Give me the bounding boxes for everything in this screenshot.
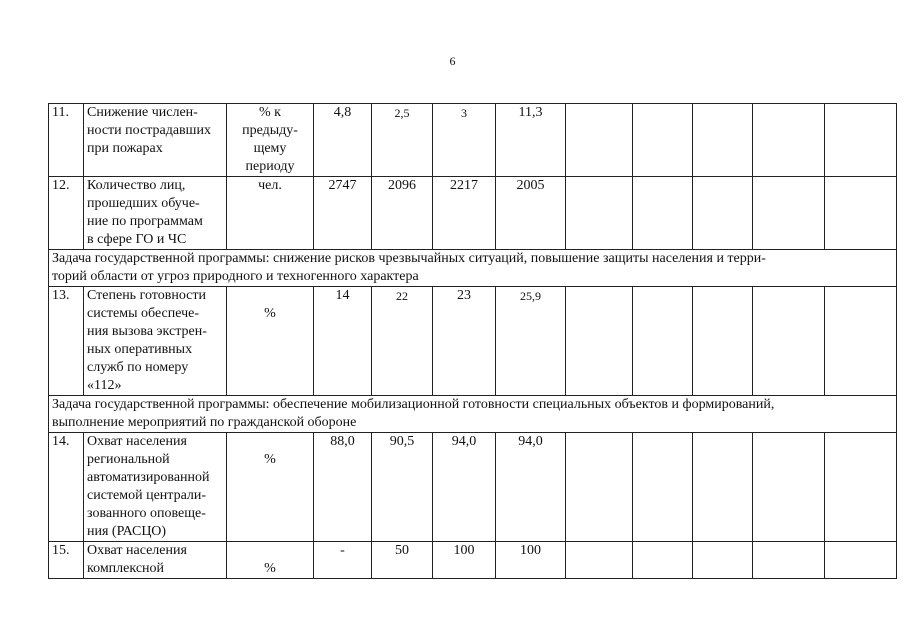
value-cell: 14 (314, 287, 372, 396)
value-cell: 94,0 (433, 433, 496, 542)
task-heading: Задача государственной программы: снижение рисков чрезвычайных ситуаций, повышение защиты населения и терри- торий области от угроз природного и техногенного характера (49, 250, 897, 287)
row-number: 11. (49, 104, 84, 177)
empty-cell (633, 104, 693, 177)
unit: % (227, 433, 314, 542)
value-cell: 2005 (496, 177, 566, 250)
empty-cell (693, 177, 753, 250)
empty-cell (633, 287, 693, 396)
table-row (49, 542, 897, 579)
row-number: 15. (49, 542, 84, 579)
value-cell: 4,8 (314, 104, 372, 177)
value-cell: 11,3 (496, 104, 566, 177)
empty-cell (753, 542, 825, 579)
value-cell: 3 (433, 104, 496, 177)
empty-cell (753, 177, 825, 250)
empty-cell (693, 104, 753, 177)
value-cell: 100 (496, 542, 566, 579)
indicator-name: Снижение числен- ности пострадавших при пожарах (84, 104, 227, 177)
empty-cell (825, 177, 897, 250)
empty-cell (566, 433, 633, 542)
table-row (49, 177, 897, 250)
empty-cell (693, 287, 753, 396)
empty-cell (633, 433, 693, 542)
row-number: 12. (49, 177, 84, 250)
page-number: 6 (449, 54, 456, 68)
empty-cell (753, 287, 825, 396)
unit: % к предыду- щему периоду (227, 104, 314, 177)
indicator-name: Степень готовности системы обеспече- ния вызова экстрен- ных оперативных служб по номеру «112» (84, 287, 227, 396)
empty-cell (566, 177, 633, 250)
empty-cell (566, 104, 633, 177)
empty-cell (825, 433, 897, 542)
empty-cell (825, 542, 897, 579)
table-row (49, 287, 897, 396)
value-cell: 94,0 (496, 433, 566, 542)
indicator-name: Охват населения комплексной (84, 542, 227, 579)
indicator-name: Охват населения региональной автоматизированной системой централи- зованного оповеще- ния (РАСЦО) (84, 433, 227, 542)
unit: % (227, 542, 314, 579)
value-cell: 22 (372, 287, 433, 396)
table-row (49, 433, 897, 542)
row-number: 14. (49, 433, 84, 542)
empty-cell (693, 542, 753, 579)
value-cell: 2217 (433, 177, 496, 250)
value-cell: 88,0 (314, 433, 372, 542)
indicators-table (48, 103, 897, 579)
task-row (49, 250, 897, 287)
empty-cell (693, 433, 753, 542)
empty-cell (633, 177, 693, 250)
row-number: 13. (49, 287, 84, 396)
task-heading: Задача государственной программы: обеспечение мобилизационной готовности специальных объектов и формирований, выполнение мероприятий по гражданской обороне (49, 396, 897, 433)
empty-cell (566, 542, 633, 579)
empty-cell (753, 433, 825, 542)
value-cell: 50 (372, 542, 433, 579)
table-row (49, 104, 897, 177)
value-cell: 100 (433, 542, 496, 579)
value-cell: 2747 (314, 177, 372, 250)
value-cell: 90,5 (372, 433, 433, 542)
empty-cell (633, 542, 693, 579)
task-row (49, 396, 897, 433)
value-cell: 2,5 (372, 104, 433, 177)
empty-cell (825, 104, 897, 177)
empty-cell (825, 287, 897, 396)
value-cell: 25,9 (496, 287, 566, 396)
empty-cell (753, 104, 825, 177)
unit: чел. (227, 177, 314, 250)
value-cell: 2096 (372, 177, 433, 250)
value-cell: - (314, 542, 372, 579)
indicator-name: Количество лиц, прошедших обуче- ние по программам в сфере ГО и ЧС (84, 177, 227, 250)
empty-cell (566, 287, 633, 396)
unit: % (227, 287, 314, 396)
value-cell: 23 (433, 287, 496, 396)
